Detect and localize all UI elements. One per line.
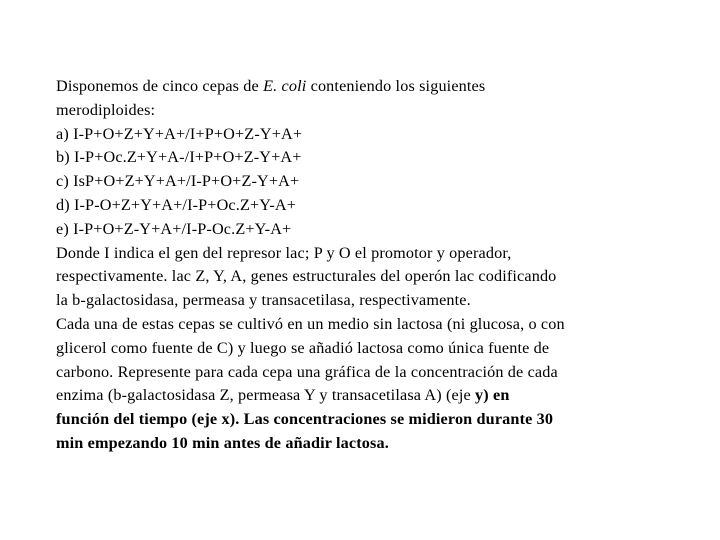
task-line-4-bold: y) en [475, 386, 510, 405]
task-line-2: glicerol como fuente de C) y luego se añadió lactosa como única fuente de [56, 338, 550, 357]
intro-line-2: merodiploides: [56, 100, 156, 119]
task-line-1: Cada una de estas cepas se cultivó en un medio sin lactosa (ni glucosa, o con [56, 314, 565, 333]
strain-b: b) I-P+Oc.Z+Y+A-/I+P+O+Z-Y+A+ [56, 148, 302, 167]
problem-text [56, 75, 686, 456]
intro-text: Disponemos de cinco cepas de [56, 77, 264, 95]
intro-text-continued: conteniendo los siguientes [306, 77, 486, 95]
strain-e: e) I-P+O+Z-Y+A+/I-P-Oc.Z+Y-A+ [56, 219, 292, 238]
explanation-line-3: la b-galactosidasa, permeasa y transacetilasa, respectivamente. [56, 291, 471, 310]
task-line-4 [56, 384, 686, 408]
organism-name: E. coli [263, 77, 307, 95]
intro-line-1 [56, 75, 686, 99]
explanation-line-1: Donde I indica el gen del represor lac; P y O el promotor y operador, [56, 243, 512, 262]
task-line-4-text: enzima (b-galactosidasa Z, permeasa Y y transacetilasa A) (eje [56, 386, 476, 405]
strain-d: d) I-P-O+Z+Y+A+/I-P+Oc.Z+Y-A+ [56, 195, 296, 214]
bold-line-2: min empezando 10 min antes de añadir lactosa. [56, 433, 389, 452]
strain-a: a) I-P+O+Z+Y+A+/I+P+O+Z-Y+A+ [56, 124, 303, 143]
bold-line-1: función del tiempo (eje x). Las concentraciones se midieron durante 30 [56, 410, 554, 429]
explanation-line-2: respectivamente. lac Z, Y, A, genes estructurales del operón lac codificando [56, 267, 557, 286]
task-line-3: carbono. Represente para cada cepa una gráfica de la concentración de cada [56, 362, 558, 381]
strain-c: c) IsP+O+Z+Y+A+/I-P+O+Z-Y+A+ [56, 172, 300, 191]
